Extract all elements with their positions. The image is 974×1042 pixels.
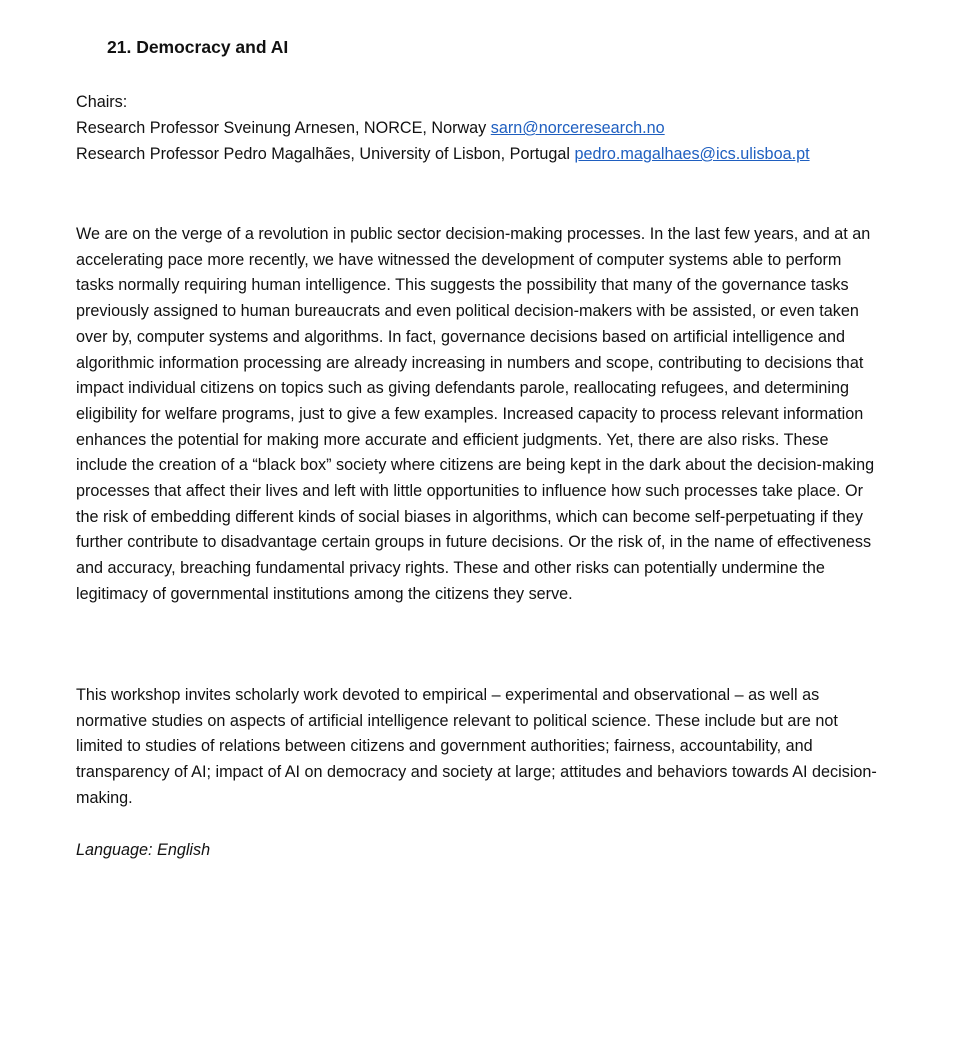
chair-1-name: Research Professor Sveinung Arnesen, NORCE, Norway — [76, 119, 487, 137]
section-heading: 21. Democracy and AI — [107, 37, 289, 57]
language-note: Language: English — [76, 841, 211, 859]
chair-1-email-link[interactable]: sarn@norceresearch.no — [490, 119, 665, 137]
chair-2 — [76, 141, 956, 167]
chairs-block — [76, 89, 956, 167]
chair-2-email-link[interactable]: pedro.magalhaes@ics.ulisboa.pt — [574, 145, 810, 163]
workshop-invitation-paragraph: This workshop invites scholarly work devoted to empirical – experimental and observational – as well as normative studies on aspects of artificial intelligence relevant to political science. These include but are not limited to studies of relations between citizens and government authorities; fairness, accountability, and transparency of AI; impact of AI on democracy and society at large; attitudes and behaviors towards AI decision-making. — [76, 686, 877, 807]
chair-1 — [76, 115, 956, 141]
chairs-label: Chairs: — [76, 93, 128, 111]
description-paragraph: We are on the verge of a revolution in public sector decision-making processes. In the last few years, and at an accelerating pace more recently, we have witnessed the development of computer systems able to perform tasks normally requiring human intelligence. This suggests the possibility that many of the governance tasks previously assigned to human bureaucrats and even political decision-makers with be assisted, or even taken over by, computer systems and algorithms. In fact, governance decisions based on artificial intelligence and algorithmic information processing are already increasing in numbers and scope, contributing to decisions that impact individual citizens on topics such as giving defendants parole, reallocating refugees, and determining eligibility for welfare programs, just to give a few examples. Increased capacity to process relevant information enhances the potential for making more accurate and efficient judgments. Yet, there are also risks. These include the creation of a “black box” society where citizens are being kept in the dark about the decision-making processes that affect their lives and left with little opportunities to influence how such processes take place. Or the risk of embedding different kinds of social biases in algorithms, which can become self-perpetuating if they further contribute to disadvantage certain groups in future decisions. Or the risk of, in the name of effectiveness and accuracy, breaching fundamental privacy rights. These and other risks can potentially undermine the legitimacy of governmental institutions among the citizens they serve. — [76, 225, 875, 603]
chair-2-name: Research Professor Pedro Magalhães, University of Lisbon, Portugal — [76, 145, 570, 163]
